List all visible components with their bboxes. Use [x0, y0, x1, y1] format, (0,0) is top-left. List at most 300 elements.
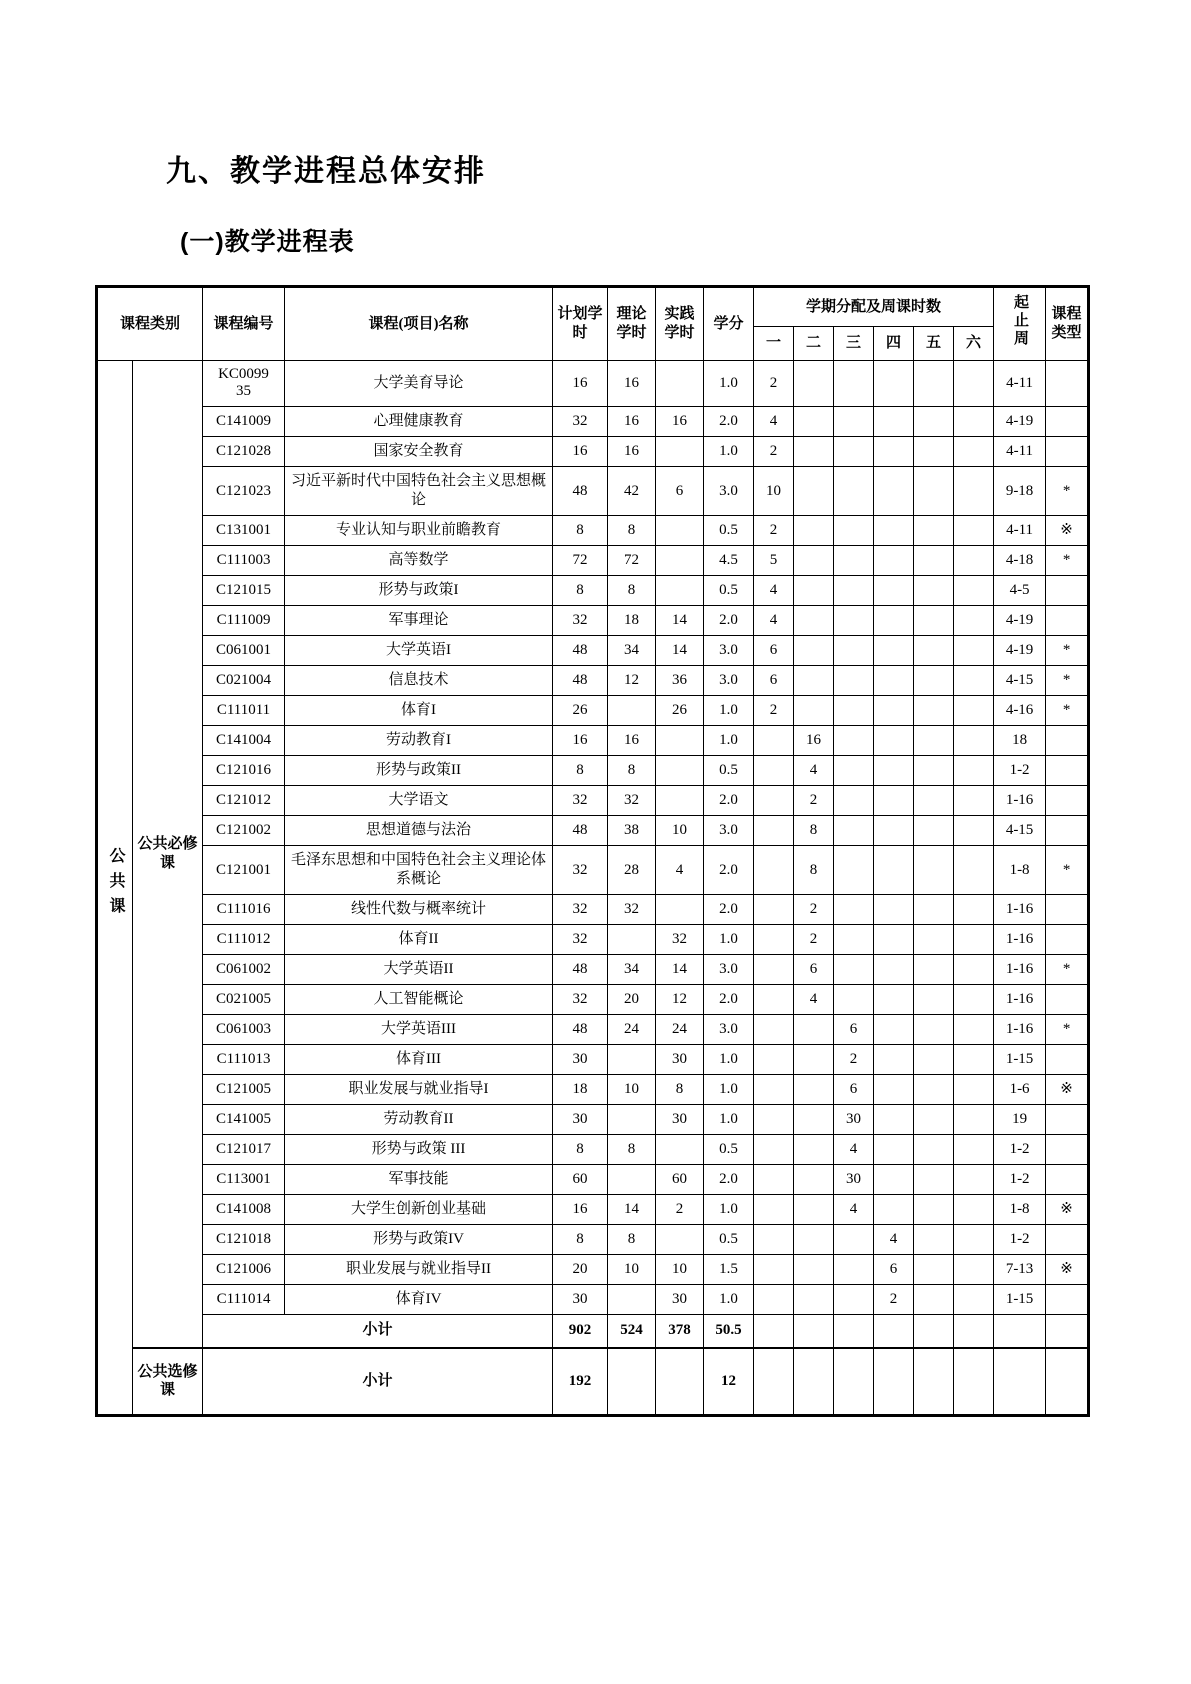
sem-6-hours	[954, 756, 994, 786]
course-code	[203, 925, 285, 955]
theory-hours	[608, 1105, 656, 1135]
course-row	[97, 437, 1089, 467]
sem-4-hours: 6	[874, 1255, 914, 1285]
course-tbody	[97, 361, 1089, 1416]
required-subtotal-row	[97, 1315, 1089, 1348]
course-type-mark	[1046, 895, 1089, 925]
sem-6-hours	[954, 1105, 994, 1135]
sem-5-hours	[914, 726, 954, 756]
elective-credit: 12	[704, 1348, 754, 1416]
course-name: 职业发展与就业指导II	[285, 1255, 553, 1285]
sem-3-hours	[834, 1255, 874, 1285]
header-sem-6: 六	[954, 327, 994, 361]
course-code-text: C061003	[216, 1021, 272, 1038]
plan-hours: 16	[553, 437, 608, 467]
course-row	[97, 1165, 1089, 1195]
practice-hours: 36	[656, 666, 704, 696]
sem-6-hours	[954, 1045, 994, 1075]
header-code: 课程编号	[203, 287, 285, 361]
course-code-text: C121016	[216, 762, 272, 779]
practice-hours: 10	[656, 816, 704, 846]
sem-1-hours	[754, 1225, 794, 1255]
sem-4-hours	[874, 1195, 914, 1225]
course-code	[203, 437, 285, 467]
sem-3-hours	[834, 786, 874, 816]
practice-hours	[656, 437, 704, 467]
course-code-text: C111012	[216, 931, 271, 948]
course-code	[203, 846, 285, 895]
sem-4-hours	[874, 467, 914, 516]
weeks-range: 18	[994, 726, 1046, 756]
course-name: 思想道德与法治	[285, 816, 553, 846]
course-row	[97, 895, 1089, 925]
plan-hours: 48	[553, 636, 608, 666]
course-row	[97, 1285, 1089, 1315]
sem-6-hours	[954, 467, 994, 516]
sem-4-hours	[874, 1165, 914, 1195]
sem-3-hours: 30	[834, 1165, 874, 1195]
sem-6-hours	[954, 1165, 994, 1195]
practice-hours	[656, 546, 704, 576]
course-type-mark: ※	[1046, 1195, 1089, 1225]
course-name: 人工智能概论	[285, 985, 553, 1015]
sem-1-hours	[754, 786, 794, 816]
sem-6-hours	[954, 985, 994, 1015]
course-type-mark	[1046, 1045, 1089, 1075]
sem-4-hours	[874, 636, 914, 666]
plan-hours: 48	[553, 955, 608, 985]
sem-4-hours	[874, 696, 914, 726]
theory-hours	[608, 1285, 656, 1315]
sem-2-hours: 16	[794, 726, 834, 756]
sem-2-hours	[794, 361, 834, 407]
course-code-text: C121015	[216, 582, 272, 599]
sem-3-hours	[834, 606, 874, 636]
sem-4-hours	[874, 726, 914, 756]
credit: 1.0	[704, 1075, 754, 1105]
course-row	[97, 361, 1089, 407]
sem-4-hours	[874, 666, 914, 696]
practice-hours: 30	[656, 1285, 704, 1315]
weeks-range: 4-11	[994, 516, 1046, 546]
sem-2-hours	[794, 516, 834, 546]
sem-1-hours	[754, 955, 794, 985]
sem-5-hours	[914, 1195, 954, 1225]
sem-4-hours	[874, 1075, 914, 1105]
course-name: 军事技能	[285, 1165, 553, 1195]
sem-6-hours	[954, 407, 994, 437]
plan-hours: 8	[553, 756, 608, 786]
header-weeks-label: 起止周	[1011, 294, 1028, 349]
sem-3-hours	[834, 726, 874, 756]
sem-2-hours: 8	[794, 816, 834, 846]
practice-hours: 60	[656, 1165, 704, 1195]
sem-4-hours	[874, 756, 914, 786]
course-row	[97, 1195, 1089, 1225]
practice-hours	[656, 361, 704, 407]
sem-4-hours	[874, 546, 914, 576]
theory-hours: 38	[608, 816, 656, 846]
sem-1-hours	[754, 816, 794, 846]
elective-weeks	[994, 1348, 1046, 1416]
course-name: 大学英语I	[285, 636, 553, 666]
sem-6-hours	[954, 1195, 994, 1225]
theory-hours: 32	[608, 786, 656, 816]
course-code	[203, 1285, 285, 1315]
course-type-mark	[1046, 1225, 1089, 1255]
sem-1-hours	[754, 756, 794, 786]
sem-1-hours	[754, 1135, 794, 1165]
course-row	[97, 636, 1089, 666]
credit: 1.0	[704, 1105, 754, 1135]
theory-hours: 8	[608, 756, 656, 786]
course-code-text: C021004	[216, 672, 272, 689]
course-type-mark: *	[1046, 955, 1089, 985]
sem-3-hours	[834, 696, 874, 726]
plan-hours: 30	[553, 1105, 608, 1135]
course-code	[203, 696, 285, 726]
course-code-text: C141009	[216, 413, 272, 430]
theory-hours	[608, 1045, 656, 1075]
elective-theory	[608, 1348, 656, 1416]
header-weeks	[994, 287, 1046, 361]
course-code-text: C141004	[216, 732, 272, 749]
plan-hours: 32	[553, 895, 608, 925]
sem-5-hours	[914, 1255, 954, 1285]
credit: 3.0	[704, 666, 754, 696]
sem-2-hours	[794, 437, 834, 467]
credit: 2.0	[704, 1165, 754, 1195]
course-name: 体育II	[285, 925, 553, 955]
plan-hours: 32	[553, 407, 608, 437]
sem-4-hours	[874, 576, 914, 606]
header-plan-hours: 计划学时	[553, 287, 608, 361]
elective-sem-5	[914, 1348, 954, 1416]
course-code-text: C121028	[216, 443, 272, 460]
practice-hours: 4	[656, 846, 704, 895]
sem-3-hours	[834, 666, 874, 696]
course-name: 线性代数与概率统计	[285, 895, 553, 925]
sem-4-hours	[874, 925, 914, 955]
credit: 0.5	[704, 756, 754, 786]
course-name: 习近平新时代中国特色社会主义思想概论	[285, 467, 553, 516]
credit: 3.0	[704, 816, 754, 846]
sem-5-hours	[914, 786, 954, 816]
theory-hours: 14	[608, 1195, 656, 1225]
theory-hours: 16	[608, 361, 656, 407]
practice-hours: 26	[656, 696, 704, 726]
course-type-mark: *	[1046, 467, 1089, 516]
header-category: 课程类别	[97, 287, 203, 361]
weeks-range: 1-8	[994, 1195, 1046, 1225]
sem-4-hours	[874, 1045, 914, 1075]
sem-1-hours	[754, 1285, 794, 1315]
course-name: 形势与政策 III	[285, 1135, 553, 1165]
sem-3-hours: 6	[834, 1075, 874, 1105]
sem-2-hours	[794, 636, 834, 666]
subtotal-type	[1046, 1315, 1089, 1348]
sem-6-hours	[954, 606, 994, 636]
sem-6-hours	[954, 786, 994, 816]
course-type-mark	[1046, 816, 1089, 846]
weeks-range: 1-16	[994, 985, 1046, 1015]
sem-5-hours	[914, 696, 954, 726]
subtotal-label: 小计	[203, 1315, 553, 1348]
course-code	[203, 1255, 285, 1285]
sem-4-hours	[874, 437, 914, 467]
course-type-mark	[1046, 756, 1089, 786]
course-row	[97, 467, 1089, 516]
course-code-text: C121001	[216, 861, 272, 878]
sem-6-hours	[954, 1015, 994, 1045]
sem-5-hours	[914, 606, 954, 636]
weeks-range: 19	[994, 1105, 1046, 1135]
theory-hours	[608, 925, 656, 955]
course-row	[97, 1225, 1089, 1255]
category-public	[97, 361, 133, 1416]
sem-2-hours: 4	[794, 756, 834, 786]
credit: 2.0	[704, 895, 754, 925]
credit: 2.0	[704, 846, 754, 895]
weeks-range: 4-16	[994, 696, 1046, 726]
credit: 0.5	[704, 1135, 754, 1165]
course-code	[203, 361, 285, 407]
sem-6-hours	[954, 726, 994, 756]
elective-practice	[656, 1348, 704, 1416]
sem-5-hours	[914, 361, 954, 407]
course-row	[97, 1255, 1089, 1285]
sem-4-hours	[874, 606, 914, 636]
course-type-mark	[1046, 985, 1089, 1015]
course-row	[97, 816, 1089, 846]
course-code	[203, 516, 285, 546]
theory-hours: 8	[608, 1225, 656, 1255]
practice-hours	[656, 786, 704, 816]
sem-6-hours	[954, 1135, 994, 1165]
weeks-range: 4-15	[994, 816, 1046, 846]
sem-2-hours	[794, 606, 834, 636]
sem-6-hours	[954, 636, 994, 666]
course-name: 大学生创新创业基础	[285, 1195, 553, 1225]
sem-3-hours: 4	[834, 1195, 874, 1225]
header-sem-4: 四	[874, 327, 914, 361]
sem-3-hours	[834, 437, 874, 467]
course-code-text: C111014	[216, 1291, 271, 1308]
course-code-text: C141008	[216, 1201, 272, 1218]
subtotal-theory: 524	[608, 1315, 656, 1348]
course-code-text: C131001	[216, 522, 272, 539]
sem-1-hours	[754, 1165, 794, 1195]
sem-4-hours	[874, 846, 914, 895]
theory-hours	[608, 696, 656, 726]
course-code	[203, 636, 285, 666]
credit: 1.0	[704, 1045, 754, 1075]
sem-1-hours: 4	[754, 576, 794, 606]
header-practice-hours: 实践学时	[656, 287, 704, 361]
plan-hours: 32	[553, 786, 608, 816]
subtotal-plan: 902	[553, 1315, 608, 1348]
sem-1-hours	[754, 1045, 794, 1075]
plan-hours: 72	[553, 546, 608, 576]
course-code	[203, 985, 285, 1015]
subsection-title: (一)教学进程表	[180, 228, 355, 256]
course-name: 体育III	[285, 1045, 553, 1075]
header-sem-5: 五	[914, 327, 954, 361]
sem-6-hours	[954, 1075, 994, 1105]
sem-1-hours	[754, 1105, 794, 1135]
category-required: 公共必修课	[133, 361, 203, 1348]
course-row	[97, 1135, 1089, 1165]
sem-6-hours	[954, 437, 994, 467]
credit: 3.0	[704, 955, 754, 985]
course-type-mark: *	[1046, 846, 1089, 895]
sem-5-hours	[914, 985, 954, 1015]
course-name: 劳动教育II	[285, 1105, 553, 1135]
sem-5-hours	[914, 925, 954, 955]
sem-5-hours	[914, 816, 954, 846]
course-code	[203, 726, 285, 756]
plan-hours: 16	[553, 361, 608, 407]
sem-1-hours: 10	[754, 467, 794, 516]
subtotal-sem-4	[874, 1315, 914, 1348]
course-code	[203, 1165, 285, 1195]
sem-3-hours	[834, 576, 874, 606]
plan-hours: 8	[553, 576, 608, 606]
practice-hours: 14	[656, 636, 704, 666]
plan-hours: 48	[553, 666, 608, 696]
sem-1-hours	[754, 1015, 794, 1045]
course-type-mark	[1046, 1135, 1089, 1165]
weeks-range: 4-19	[994, 407, 1046, 437]
elective-subtotal-row	[97, 1348, 1089, 1416]
theory-hours: 8	[608, 516, 656, 546]
elective-subtotal-label: 小计	[203, 1348, 553, 1416]
sem-5-hours	[914, 467, 954, 516]
practice-hours	[656, 516, 704, 546]
sem-5-hours	[914, 1045, 954, 1075]
theory-hours: 16	[608, 726, 656, 756]
practice-hours: 10	[656, 1255, 704, 1285]
sem-3-hours: 6	[834, 1015, 874, 1045]
course-row	[97, 756, 1089, 786]
sem-4-hours	[874, 895, 914, 925]
credit: 3.0	[704, 1015, 754, 1045]
sem-3-hours	[834, 816, 874, 846]
practice-hours: 24	[656, 1015, 704, 1045]
theory-hours: 8	[608, 576, 656, 606]
header-credit: 学分	[704, 287, 754, 361]
sem-4-hours	[874, 955, 914, 985]
sem-5-hours	[914, 846, 954, 895]
course-type-mark: ※	[1046, 1075, 1089, 1105]
theory-hours: 16	[608, 437, 656, 467]
weeks-range: 1-15	[994, 1045, 1046, 1075]
sem-2-hours	[794, 1225, 834, 1255]
sem-1-hours	[754, 925, 794, 955]
sem-3-hours	[834, 516, 874, 546]
sem-2-hours	[794, 1285, 834, 1315]
plan-hours: 32	[553, 985, 608, 1015]
elective-sem-2	[794, 1348, 834, 1416]
credit: 1.0	[704, 696, 754, 726]
weeks-range: 4-18	[994, 546, 1046, 576]
sem-2-hours	[794, 1075, 834, 1105]
course-type-mark	[1046, 437, 1089, 467]
sem-4-hours	[874, 786, 914, 816]
course-code-text: C121006	[216, 1261, 272, 1278]
sem-1-hours: 2	[754, 696, 794, 726]
header-course-type: 课程类型	[1046, 287, 1089, 361]
course-code	[203, 467, 285, 516]
practice-hours: 14	[656, 955, 704, 985]
practice-hours	[656, 1225, 704, 1255]
practice-hours	[656, 1135, 704, 1165]
course-type-mark	[1046, 726, 1089, 756]
plan-hours: 8	[553, 1135, 608, 1165]
credit: 1.0	[704, 1195, 754, 1225]
course-row	[97, 407, 1089, 437]
sem-3-hours: 4	[834, 1135, 874, 1165]
sem-3-hours	[834, 361, 874, 407]
subtotal-sem-6	[954, 1315, 994, 1348]
sem-4-hours	[874, 1015, 914, 1045]
theory-hours: 32	[608, 895, 656, 925]
plan-hours: 30	[553, 1045, 608, 1075]
credit: 0.5	[704, 1225, 754, 1255]
course-type-mark	[1046, 1105, 1089, 1135]
course-row	[97, 726, 1089, 756]
subtotal-weeks	[994, 1315, 1046, 1348]
category-public-label: 公共课	[107, 847, 124, 923]
weeks-range: 1-16	[994, 925, 1046, 955]
course-name: 信息技术	[285, 666, 553, 696]
course-type-mark	[1046, 786, 1089, 816]
practice-hours	[656, 895, 704, 925]
sem-5-hours	[914, 1015, 954, 1045]
plan-hours: 26	[553, 696, 608, 726]
weeks-range: 1-8	[994, 846, 1046, 895]
subtotal-practice: 378	[656, 1315, 704, 1348]
sem-5-hours	[914, 437, 954, 467]
sem-5-hours	[914, 1135, 954, 1165]
course-row	[97, 576, 1089, 606]
sem-6-hours	[954, 361, 994, 407]
plan-hours: 8	[553, 516, 608, 546]
course-code	[203, 1225, 285, 1255]
course-code-text: C111011	[216, 702, 271, 719]
sem-3-hours	[834, 1285, 874, 1315]
course-row	[97, 846, 1089, 895]
sem-6-hours	[954, 846, 994, 895]
practice-hours	[656, 576, 704, 606]
sem-4-hours	[874, 985, 914, 1015]
course-name: 形势与政策I	[285, 576, 553, 606]
course-type-mark	[1046, 361, 1089, 407]
course-code	[203, 1075, 285, 1105]
credit: 0.5	[704, 576, 754, 606]
sem-2-hours	[794, 696, 834, 726]
weeks-range: 1-16	[994, 1015, 1046, 1045]
elective-sem-1	[754, 1348, 794, 1416]
course-row	[97, 1105, 1089, 1135]
plan-hours: 16	[553, 726, 608, 756]
practice-hours: 32	[656, 925, 704, 955]
weeks-range: 4-19	[994, 606, 1046, 636]
course-code-text: C021005	[216, 991, 272, 1008]
category-elective: 公共选修课	[133, 1348, 203, 1416]
sem-6-hours	[954, 1225, 994, 1255]
sem-2-hours	[794, 467, 834, 516]
